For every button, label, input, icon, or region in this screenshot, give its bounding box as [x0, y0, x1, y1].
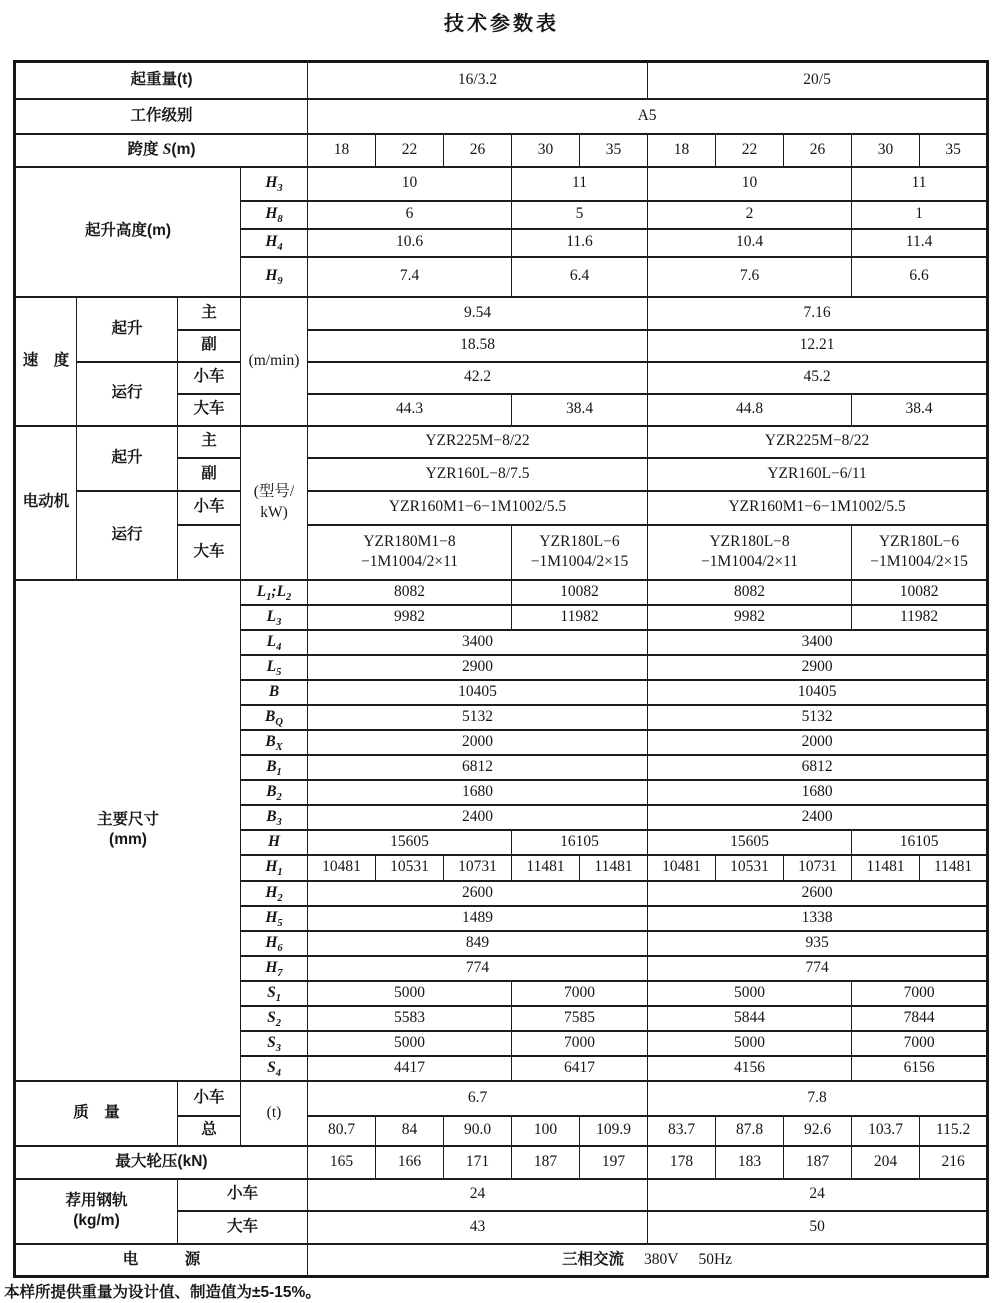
dim-symbol: $H_5$ — [241, 906, 308, 931]
value-cell: 11481 — [512, 855, 580, 881]
dim-symbol: $H_2$ — [241, 881, 308, 906]
value-cell: 11982 — [512, 605, 648, 630]
dim-symbol: $H_4$ — [241, 229, 308, 257]
value-cell: 8082 — [648, 580, 852, 605]
value-cell: 2900 — [648, 655, 988, 680]
value-cell: 10 — [648, 167, 852, 201]
value-cell: 92.6 — [784, 1116, 852, 1146]
dim-symbol: $H_1$ — [241, 855, 308, 881]
value-cell: 6156 — [852, 1056, 988, 1081]
value-cell: 7.16 — [648, 297, 988, 330]
value-cell: 7.8 — [648, 1081, 988, 1116]
value-cell: YZR160L−6/11 — [648, 458, 988, 491]
footnote: 本样所提供重量为设计值、制造值为±5-15%。 — [4, 1284, 321, 1301]
value-cell: 10531 — [716, 855, 784, 881]
row-speed-travel-trolley — [15, 362, 988, 394]
row-label: 小车 — [178, 1179, 308, 1211]
value-cell: 204 — [852, 1146, 920, 1179]
value-cell: 5583 — [308, 1006, 512, 1031]
value-cell: 935 — [648, 931, 988, 956]
value-cell: 10.4 — [648, 229, 852, 257]
value-cell: 2600 — [308, 881, 648, 906]
row-label: 起重量(t) — [15, 62, 308, 99]
value-cell: 849 — [308, 931, 648, 956]
dim-symbol: $B_1$ — [241, 755, 308, 780]
value-cell: 11 — [512, 167, 648, 201]
value-cell: 7000 — [512, 1031, 648, 1056]
row-label: 副 — [178, 458, 241, 491]
value-cell: YZR160M1−6−1M1002/5.5 — [308, 491, 648, 525]
value-cell: 774 — [648, 956, 988, 981]
row-label: 主要尺寸 (mm) — [15, 580, 241, 1081]
row-work-duty — [15, 99, 988, 134]
row-label: 副 — [178, 330, 241, 362]
value-cell: 16105 — [512, 830, 648, 855]
value-cell: 171 — [444, 1146, 512, 1179]
value-cell: 20/5 — [648, 62, 988, 99]
value-cell: 1680 — [648, 780, 988, 805]
value-cell: 6417 — [512, 1056, 648, 1081]
value-cell: 6.6 — [852, 257, 988, 297]
value-cell: 7000 — [512, 981, 648, 1006]
dim-symbol: $B_2$ — [241, 780, 308, 805]
row-label — [15, 134, 308, 167]
value-cell: 10 — [308, 167, 512, 201]
value-cell: 22 — [716, 134, 784, 167]
value-cell: 10405 — [648, 680, 988, 705]
row-motor-travel-trolley — [15, 491, 988, 525]
row-l1l2 — [15, 580, 988, 605]
value-cell: 12.21 — [648, 330, 988, 362]
value-cell: 7000 — [852, 981, 988, 1006]
dim-symbol: $S_1$ — [241, 981, 308, 1006]
value-cell: 18 — [648, 134, 716, 167]
value-cell: 83.7 — [648, 1116, 716, 1146]
value-cell: 30 — [852, 134, 920, 167]
value-cell: 50 — [648, 1211, 988, 1244]
row-power — [15, 1244, 988, 1277]
row-label: 大车 — [178, 1211, 308, 1244]
dim-symbol: $S_3$ — [241, 1031, 308, 1056]
value-cell: 1489 — [308, 906, 648, 931]
row-max-wheel-load — [15, 1146, 988, 1179]
value-cell: 10082 — [512, 580, 648, 605]
value-cell: 26 — [784, 134, 852, 167]
value-cell: 183 — [716, 1146, 784, 1179]
value-cell: 178 — [648, 1146, 716, 1179]
value-cell: 11982 — [852, 605, 988, 630]
value-cell: (t) — [241, 1081, 308, 1146]
value-cell: YZR180L−6 −1M1004/2×15 — [852, 525, 988, 580]
value-cell: 3400 — [648, 630, 988, 655]
row-label: 小车 — [178, 1081, 241, 1116]
value-cell: 7844 — [852, 1006, 988, 1031]
value-cell: 16105 — [852, 830, 988, 855]
dim-symbol: $L_4$ — [241, 630, 308, 655]
row-lifting-capacity — [15, 62, 988, 99]
value-cell: 9982 — [308, 605, 512, 630]
value-cell: 2600 — [648, 881, 988, 906]
value-cell: 10405 — [308, 680, 648, 705]
value-cell: 10.6 — [308, 229, 512, 257]
value-cell: 18.58 — [308, 330, 648, 362]
value-cell — [308, 1244, 988, 1277]
value-cell: 10481 — [648, 855, 716, 881]
value-cell: 87.8 — [716, 1116, 784, 1146]
dim-symbol: $B_3$ — [241, 805, 308, 830]
value-cell: 5132 — [308, 705, 648, 730]
value-cell: 8082 — [308, 580, 512, 605]
value-cell: 42.2 — [308, 362, 648, 394]
dim-symbol: $L_1;L_2$ — [241, 580, 308, 605]
value-cell: 3400 — [308, 630, 648, 655]
value-cell: 2000 — [308, 730, 648, 755]
value-cell: 11481 — [580, 855, 648, 881]
dim-symbol: $H_9$ — [241, 257, 308, 297]
value-cell: 84 — [376, 1116, 444, 1146]
value-cell: 5000 — [648, 981, 852, 1006]
dim-symbol: $L_3$ — [241, 605, 308, 630]
value-cell: 24 — [308, 1179, 648, 1211]
value-cell: 10082 — [852, 580, 988, 605]
dim-symbol: $L_5$ — [241, 655, 308, 680]
value-cell: 2400 — [648, 805, 988, 830]
value-cell: 7.4 — [308, 257, 512, 297]
row-h3 — [15, 167, 988, 201]
value-cell: 4417 — [308, 1056, 512, 1081]
value-cell: 166 — [376, 1146, 444, 1179]
label-part: 380V — [644, 1250, 679, 1268]
value-cell: 2900 — [308, 655, 648, 680]
value-cell: 5132 — [648, 705, 988, 730]
value-cell: YZR180M1−8 −1M1004/2×11 — [308, 525, 512, 580]
value-cell: A5 — [308, 99, 988, 134]
value-cell: 5000 — [648, 1031, 852, 1056]
value-cell: 1 — [852, 201, 988, 229]
row-label: 主 — [178, 297, 241, 330]
row-label: 大车 — [178, 394, 241, 426]
value-cell: 44.3 — [308, 394, 512, 426]
value-cell: 1680 — [308, 780, 648, 805]
row-motor-hoist-main — [15, 426, 988, 458]
row-label: 小车 — [178, 491, 241, 525]
value-cell: (型号/ kW) — [241, 426, 308, 580]
label-part: 跨度 — [127, 140, 163, 158]
value-cell: 5 — [512, 201, 648, 229]
value-cell: 7585 — [512, 1006, 648, 1031]
label-part: 三相交流 — [562, 1250, 625, 1268]
value-cell: 187 — [512, 1146, 580, 1179]
value-cell: 15605 — [648, 830, 852, 855]
label-part: (m) — [171, 140, 196, 158]
value-cell: 774 — [308, 956, 648, 981]
value-cell: 11.4 — [852, 229, 988, 257]
value-cell: 35 — [920, 134, 988, 167]
row-label: 荐用钢轨 (kg/m) — [15, 1179, 178, 1244]
value-cell: 2000 — [648, 730, 988, 755]
value-cell: 6.7 — [308, 1081, 648, 1116]
row-label: 起升 — [77, 426, 178, 491]
value-cell: 7.6 — [648, 257, 852, 297]
value-cell: 90.0 — [444, 1116, 512, 1146]
row-label: 大车 — [178, 525, 241, 580]
value-cell: 18 — [308, 134, 376, 167]
value-cell: 44.8 — [648, 394, 852, 426]
value-cell: 10731 — [444, 855, 512, 881]
value-cell: 9982 — [648, 605, 852, 630]
row-label: 运行 — [77, 491, 178, 580]
value-cell: 11481 — [920, 855, 988, 881]
row-label: 总 — [178, 1116, 241, 1146]
value-cell: 5000 — [308, 1031, 512, 1056]
dim-symbol: $H_6$ — [241, 931, 308, 956]
row-label: 小车 — [178, 362, 241, 394]
page-title: 技术参数表 — [444, 13, 559, 35]
value-cell: 6812 — [308, 755, 648, 780]
row-label: 电 源 — [15, 1244, 308, 1277]
row-label: 速 度 — [15, 297, 77, 426]
value-cell: 11 — [852, 167, 988, 201]
value-cell: 6812 — [648, 755, 988, 780]
value-cell: 5844 — [648, 1006, 852, 1031]
value-cell: 2400 — [308, 805, 648, 830]
dim-symbol: $H_7$ — [241, 956, 308, 981]
value-cell: 43 — [308, 1211, 648, 1244]
value-cell: 35 — [580, 134, 648, 167]
value-cell: 11481 — [852, 855, 920, 881]
value-cell: 38.4 — [852, 394, 988, 426]
value-cell: 187 — [784, 1146, 852, 1179]
dim-symbol: B — [241, 680, 308, 705]
spec-table-body — [15, 62, 988, 1277]
value-cell: YZR180L−6 −1M1004/2×15 — [512, 525, 648, 580]
value-cell: 24 — [648, 1179, 988, 1211]
value-cell: 22 — [376, 134, 444, 167]
value-cell: 38.4 — [512, 394, 648, 426]
dim-symbol: H — [241, 830, 308, 855]
value-cell: 1338 — [648, 906, 988, 931]
value-cell: 100 — [512, 1116, 580, 1146]
value-cell: 11.6 — [512, 229, 648, 257]
value-cell: YZR160L−8/7.5 — [308, 458, 648, 491]
dim-symbol: $H_3$ — [241, 167, 308, 201]
value-cell: 2 — [648, 201, 852, 229]
row-label: 质 量 — [15, 1081, 178, 1146]
spec-table — [13, 60, 989, 1278]
value-cell: 165 — [308, 1146, 376, 1179]
value-cell: YZR180L−8 −1M1004/2×11 — [648, 525, 852, 580]
row-label: 电动机 — [15, 426, 77, 580]
value-cell: 16/3.2 — [308, 62, 648, 99]
row-label: 最大轮压(kN) — [15, 1146, 308, 1179]
dim-symbol: $H_8$ — [241, 201, 308, 229]
row-span — [15, 134, 988, 167]
value-cell: 109.9 — [580, 1116, 648, 1146]
value-cell: 4156 — [648, 1056, 852, 1081]
row-mass-trolley — [15, 1081, 988, 1116]
dim-symbol: $S_2$ — [241, 1006, 308, 1031]
value-cell: 80.7 — [308, 1116, 376, 1146]
value-cell: YZR225M−8/22 — [648, 426, 988, 458]
value-cell: 5000 — [308, 981, 512, 1006]
label-part: 50Hz — [698, 1250, 733, 1268]
row-speed-hoist-main — [15, 297, 988, 330]
row-label: 起升 — [77, 297, 178, 362]
value-cell: YZR225M−8/22 — [308, 426, 648, 458]
value-cell: 30 — [512, 134, 580, 167]
row-rail-trolley — [15, 1179, 988, 1211]
value-cell: 115.2 — [920, 1116, 988, 1146]
value-cell: 7000 — [852, 1031, 988, 1056]
value-cell: 10531 — [376, 855, 444, 881]
row-label: 工作级别 — [15, 99, 308, 134]
value-cell: 15605 — [308, 830, 512, 855]
value-cell: 6.4 — [512, 257, 648, 297]
dim-symbol: $B_X$ — [241, 730, 308, 755]
value-cell: (m/min) — [241, 297, 308, 426]
dim-symbol: $B_Q$ — [241, 705, 308, 730]
value-cell: 9.54 — [308, 297, 648, 330]
dim-symbol: $S_4$ — [241, 1056, 308, 1081]
row-label: 起升高度(m) — [15, 167, 241, 297]
value-cell: 45.2 — [648, 362, 988, 394]
value-cell: 103.7 — [852, 1116, 920, 1146]
value-cell: 216 — [920, 1146, 988, 1179]
dim-symbol: S — [162, 140, 172, 158]
row-label: 主 — [178, 426, 241, 458]
value-cell: 197 — [580, 1146, 648, 1179]
value-cell: YZR160M1−6−1M1002/5.5 — [648, 491, 988, 525]
value-cell: 10481 — [308, 855, 376, 881]
value-cell: 10731 — [784, 855, 852, 881]
row-label: 运行 — [77, 362, 178, 426]
value-cell: 26 — [444, 134, 512, 167]
value-cell: 6 — [308, 201, 512, 229]
